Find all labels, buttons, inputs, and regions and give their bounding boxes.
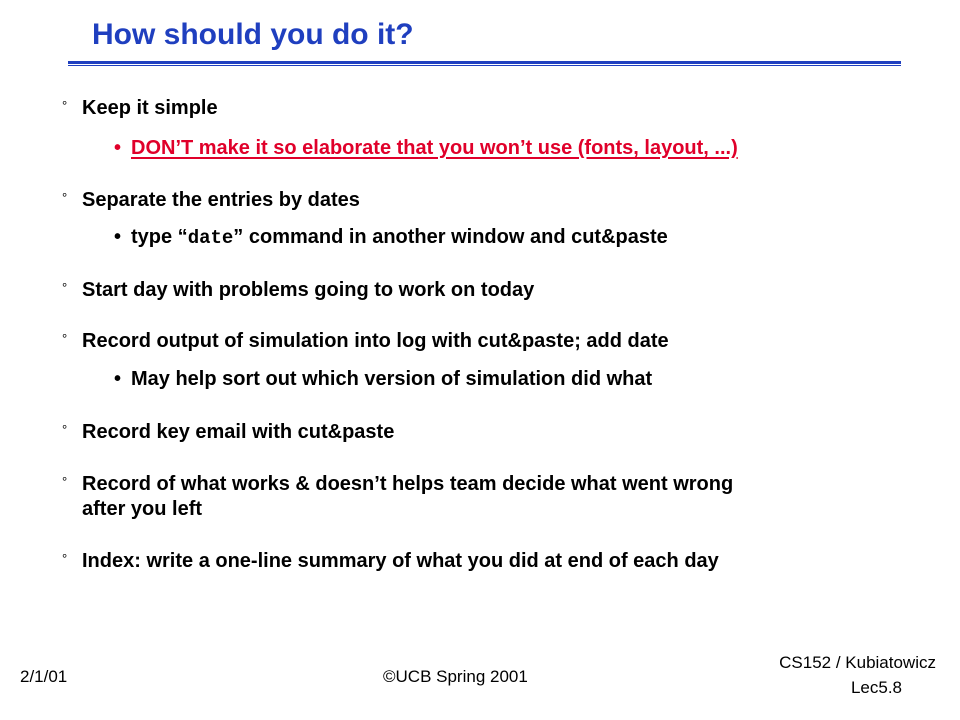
dot-bullet-icon: • — [114, 368, 122, 390]
dot-bullet-icon: • — [114, 226, 122, 248]
bullet-text: Keep it simple — [82, 97, 218, 119]
bullet-text: Index: write a one-line summary of what you did at end of each day — [82, 550, 719, 572]
title-rule — [68, 61, 901, 64]
degree-bullet-icon: ° — [62, 422, 68, 437]
text-pre: type “ — [131, 226, 188, 248]
footer-course: CS152 / Kubiatowicz — [779, 653, 936, 672]
code-text: date — [187, 227, 234, 249]
degree-bullet-icon: ° — [62, 474, 68, 489]
footer-date: 2/1/01 — [20, 667, 68, 686]
bullet-text: May help sort out which version of simulation did what — [131, 368, 653, 390]
degree-bullet-icon: ° — [62, 331, 68, 346]
footer-copyright: ©UCB Spring 2001 — [383, 667, 528, 686]
bullet-text: Record output of simulation into log with cut&paste; add date — [82, 330, 669, 352]
title-rule-thin — [68, 65, 901, 66]
bullet-text — [131, 225, 668, 250]
bullet-text: Separate the entries by dates — [82, 189, 360, 211]
bullet-text: Record key email with cut&paste — [82, 421, 395, 443]
text-post: ” command in another window and cut&paste — [233, 226, 668, 248]
bullet-text: Start day with problems going to work on today — [82, 279, 535, 301]
footer-lecture: Lec5.8 — [850, 678, 902, 697]
bullet-text: Record of what works & doesn’t helps team decide what went wrong — [82, 473, 734, 495]
degree-bullet-icon: ° — [62, 98, 68, 113]
dot-bullet-icon: • — [114, 137, 122, 159]
emphasis-text: DON’T make it so elaborate that you won’t use (fonts, layout, ...) — [131, 137, 738, 159]
slide-title: How should you do it? — [92, 18, 414, 51]
degree-bullet-icon: ° — [62, 190, 68, 205]
bullet-text: after you left — [82, 498, 203, 520]
degree-bullet-icon: ° — [62, 280, 68, 295]
degree-bullet-icon: ° — [62, 551, 68, 566]
